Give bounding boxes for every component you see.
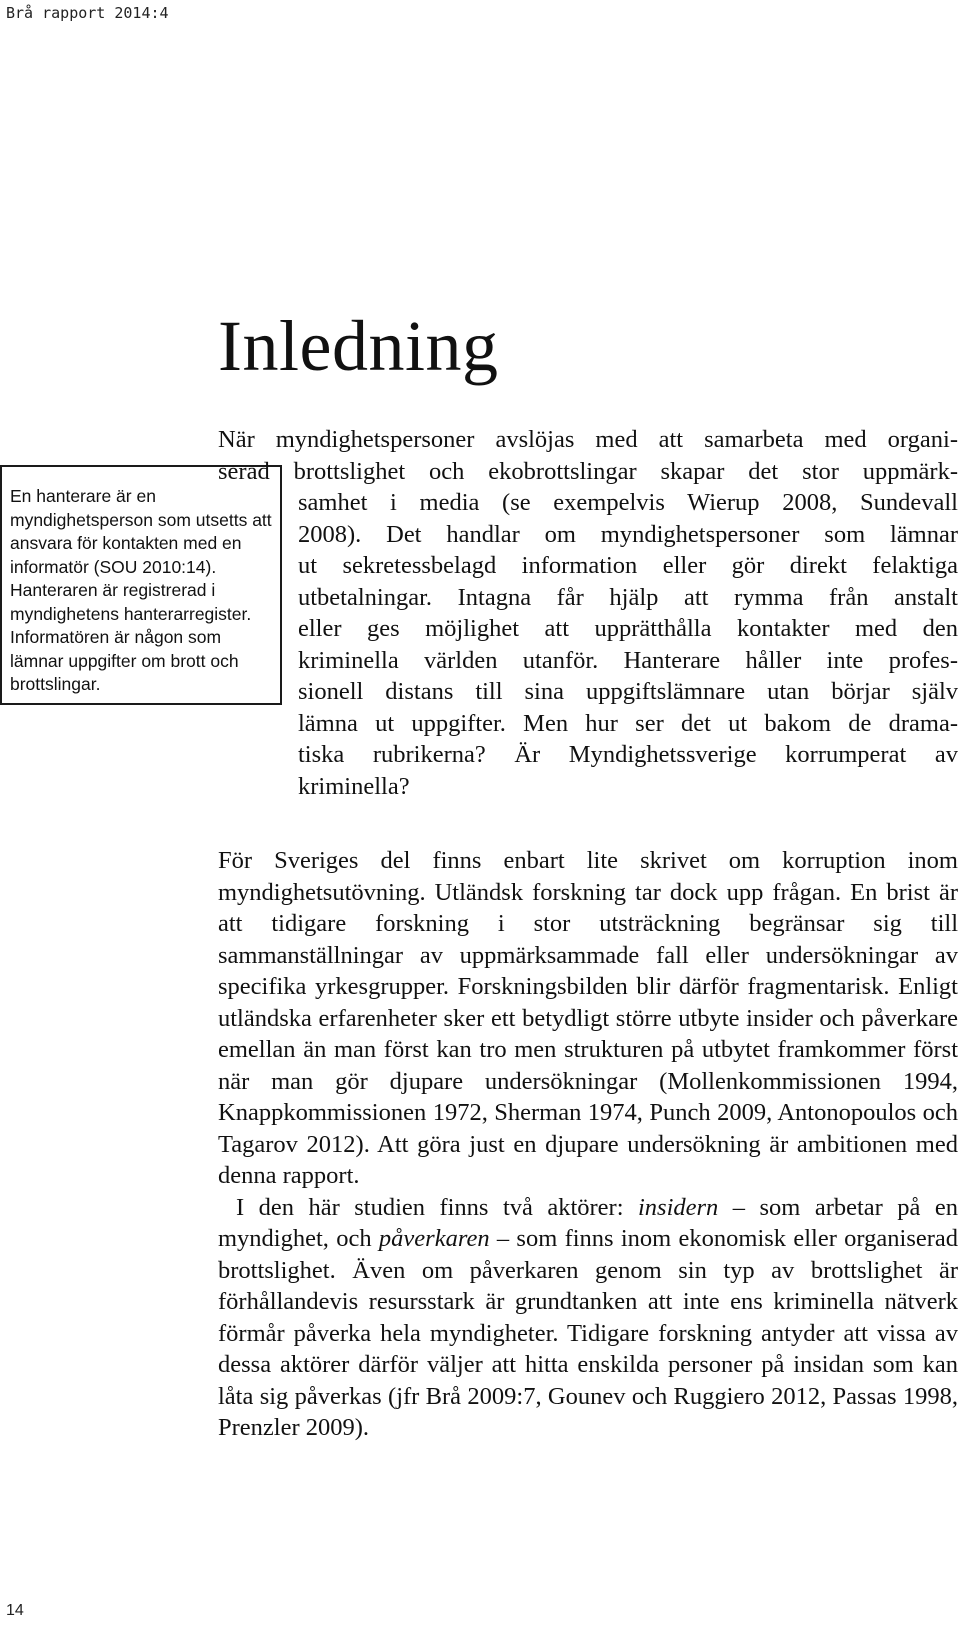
intro-line: samhet i media (se exempelvis Wierup 2008, Sundevall <box>298 489 958 516</box>
intro-line: tiska rubrikerna? Är Myndighetssverige korrumperat av <box>298 741 958 768</box>
body-paragraph-research: För Sveriges del finns enbart lite skrivet om korruption inom myndighetsutövning. Utländsk forskning tar dock upp frågan. En brist är att tidigare forskning i stor utsträckning begränsar sig till sammanställningar av uppmärksammade fall eller undersökningar av specifika yrkesgrupper. Forskningsbilden blir därför fragmentarisk. Enligt utländska erfarenheter sker ett betydligt större utbyte insider och påverkare emellan än man först kan tro men strukturen på utbytet framkommer först när man gör djupare undersökningar (Mollenkommissionen 1994, Knappkommissionen 1972, Sherman 1974, Punch 2009, Antonopoulos och Tagarov 2012). Att göra just en djupare undersökning är ambitionen med denna rapport. <box>218 847 958 1189</box>
intro-line: kriminella? <box>298 772 410 800</box>
term-insidern: insidern <box>638 1193 719 1221</box>
intro-paragraph <box>218 424 958 802</box>
body-text-run: I den här studien finns två aktörer: <box>236 1193 638 1221</box>
intro-line: ut sekretessbelagd information eller gör direkt felaktiga <box>298 552 958 579</box>
intro-line: När myndighetspersoner avslöjas med att samarbeta med organi- <box>218 426 958 453</box>
page-number: 14 <box>6 1602 24 1619</box>
intro-line: sionell distans till sina uppgiftslämnare utan börjar själv <box>298 678 958 705</box>
body-text-run: – som arbetar på en myndighet, och <box>218 1193 958 1252</box>
body-text-run: – som finns inom ekonomisk eller organiserad brottslighet. Även om påverkaren genom sin typ av brottslighet är förhållandevis resursstark är grundtanken att inte ens kriminella nätverk förmår påverka hela myndigheter. Tidigare forskning antyder att vissa av dessa aktörer därför väljer att hitta enskilda personer på insidan som kan låta sig påverkas (jfr Brå 2009:7, Gounev och Ruggiero 2012, Passas 1998, Prenzler 2009). <box>218 1225 959 1441</box>
intro-line: 2008). Det handlar om myndighetspersoner som lämnar <box>298 520 958 548</box>
body-paragraph-actors <box>218 1192 958 1444</box>
intro-line: utbetalningar. Intagna får hjälp att rymma från anstalt <box>298 583 958 611</box>
body-text <box>218 845 958 1444</box>
intro-line: eller ges möjlighet att upprätthålla kontakter med den <box>298 615 958 642</box>
intro-line: serad brottslighet och ekobrottslingar skapar det stor uppmärk- <box>218 457 958 485</box>
intro-line: kriminella världen utanför. Hanterare håller inte profes- <box>298 646 958 674</box>
sidebar-definition-hanterare: En hanterare är en myndighetsperson som utsetts att ansvara för kontakten med en informatör (SOU 2010:14). Hanteraren är registrerad i myndighetens hanterarregister. <box>10 486 272 624</box>
sidebar-definition-informator: Informatören är någon som lämnar uppgifter om brott och brottslingar. <box>10 627 239 694</box>
term-paverkaren: påverkaren <box>378 1225 490 1252</box>
page-title: Inledning <box>218 306 499 386</box>
running-header: Brå rapport 2014:4 <box>6 4 169 22</box>
intro-line: lämna ut uppgifter. Men hur ser det ut bakom de drama- <box>298 709 958 737</box>
